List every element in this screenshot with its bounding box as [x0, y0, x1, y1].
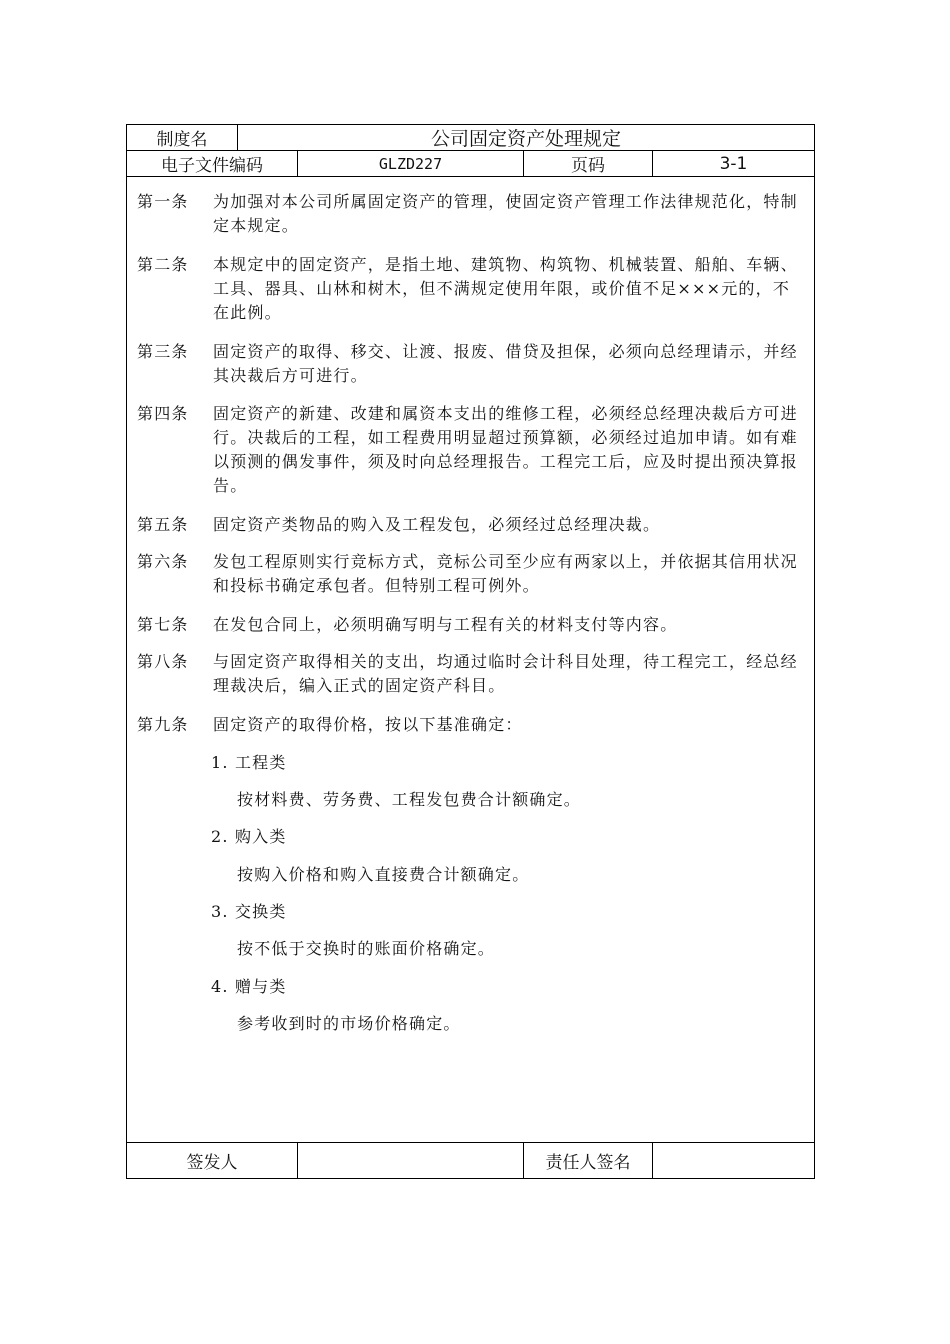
article-number: 第五条: [137, 515, 189, 534]
policy-title: 公司固定资产处理规定: [237, 125, 814, 150]
article-number: 第九条: [137, 715, 189, 734]
article-number: 第七条: [137, 615, 189, 634]
article-text: 固定资产的取得、移交、让渡、报废、借贷及担保，必须向总经理请示，并经其决裁后方可进行。: [213, 342, 798, 385]
price-item-label: 1. 工程类: [211, 753, 287, 772]
article-text: 本规定中的固定资产，是指土地、建筑物、构筑物、机械装置、船舶、车辆、工具、器具、山林和树木，但不满规定使用年限，或价值不足×××元的，不在此例。: [213, 255, 798, 322]
article-text: 发包工程原则实行竞标方式，竞标公司至少应有两家以上，并依据其信用状况和投标书确定承包者。但特别工程可例外。: [213, 552, 798, 595]
issuer-label: 签发人: [186, 1153, 238, 1173]
responsible-signature-field[interactable]: [652, 1143, 814, 1178]
policy-form: [126, 124, 815, 1179]
article-text: 与固定资产取得相关的支出，均通过临时会计科目处理，待工程完工，经总经理裁决后，编入正式的固定资产科目。: [213, 652, 798, 695]
article-number: 第四条: [137, 404, 189, 423]
article-number: 第六条: [137, 552, 189, 571]
article-text: 为加强对本公司所属固定资产的管理，使固定资产管理工作法律规范化，特制定本规定。: [213, 192, 798, 235]
header-row-title: [127, 125, 814, 151]
header-row-meta: [127, 151, 814, 177]
policy-body: [127, 177, 814, 1142]
article-number: 第三条: [137, 342, 189, 361]
doc-code-label: 电子文件编码: [161, 156, 263, 176]
price-item-desc: 按不低于交换时的账面价格确定。: [237, 939, 496, 958]
policy-name-label: 制度名: [156, 130, 208, 150]
page-label: 页码: [523, 151, 652, 176]
article-text: 固定资产类物品的购入及工程发包，必须经过总经理决裁。: [213, 515, 661, 534]
article-text: 固定资产的新建、改建和属资本支出的维修工程，必须经总经理决裁后方可进行。决裁后的工程，如工程费用明显超过预算额，必须经过追加申请。如有难以预测的偶发事件，须及时向总经理报告。工程完工后，应及时提出预决算报告。: [213, 404, 798, 495]
article-text: 固定资产的取得价格，按以下基准确定：: [213, 715, 523, 734]
price-item-label: 4. 赠与类: [211, 977, 287, 996]
price-item-desc: 按材料费、劳务费、工程发包费合计额确定。: [237, 790, 582, 809]
article-text: 在发包合同上，必须明确写明与工程有关的材料支付等内容。: [213, 615, 678, 634]
responsible-label: 责任人签名: [523, 1143, 652, 1178]
signature-row: [127, 1142, 814, 1178]
article-number: 第一条: [137, 192, 189, 211]
price-item-desc: 参考收到时的市场价格确定。: [237, 1014, 461, 1033]
price-item-label: 3. 交换类: [211, 902, 287, 921]
issuer-signature-field[interactable]: [297, 1143, 523, 1178]
price-item-label: 2. 购入类: [211, 827, 287, 846]
doc-code-value: GLZD227: [297, 151, 523, 176]
article-number: 第二条: [137, 255, 189, 274]
page-value: 3-1: [652, 151, 814, 176]
article-number: 第八条: [137, 652, 189, 671]
price-item-desc: 按购入价格和购入直接费合计额确定。: [237, 865, 530, 884]
